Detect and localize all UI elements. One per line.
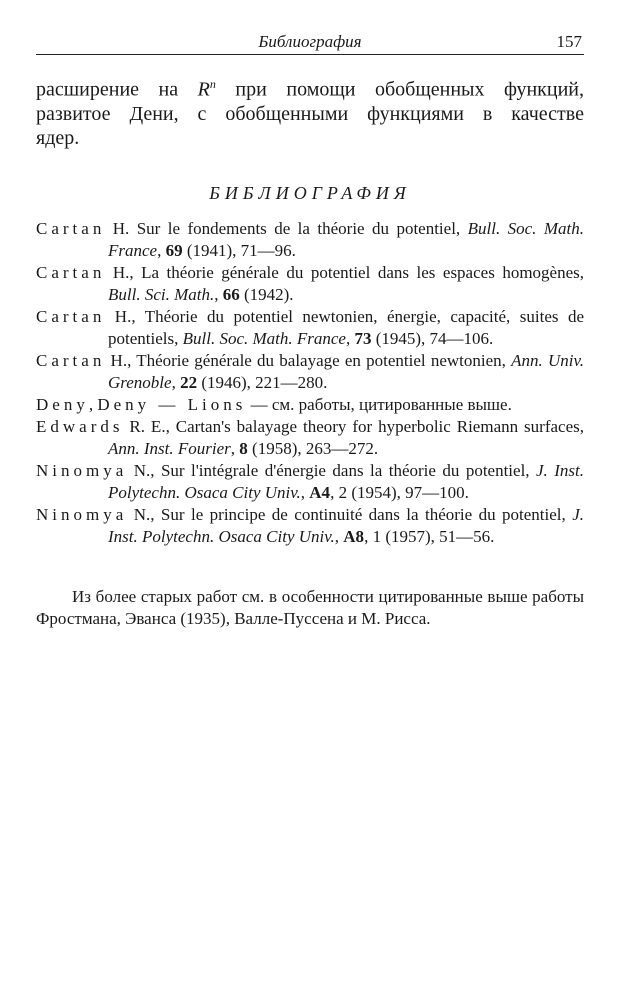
reference-volume: A8 (343, 527, 365, 546)
reference-entry (36, 306, 584, 350)
page-number: 157 (556, 32, 582, 51)
intro-line: развитое Дени, с обобщенными функциями в качестве (36, 102, 584, 125)
reference-text: N., Sur l'intégrale d'énergie dans la théorie du potentiel, (127, 461, 536, 480)
reference-author: Ninomya (36, 505, 128, 524)
running-title: Библиография (258, 32, 362, 51)
reference-author: Deny (36, 395, 89, 414)
reference-text: (1945), 74—106. (371, 329, 494, 348)
reference-text: (1946), 221—280. (197, 373, 328, 392)
reference-journal: Ann. Univ. Grenoble (108, 351, 584, 392)
reference-volume: 69 (165, 241, 183, 260)
reference-journal: Ann. Inst. Fourier (108, 439, 231, 458)
reference-text: , (230, 439, 240, 458)
reference-entry (36, 262, 584, 306)
reference-text: (1942). (239, 285, 294, 304)
reference-text: , (334, 527, 344, 546)
reference-text: (1941), 71—96. (182, 241, 296, 260)
reference-text: , 1 (1957), 51—56. (364, 527, 495, 546)
reference-author: Cartan (36, 307, 106, 326)
reference-text: , (300, 483, 310, 502)
reference-volume: 8 (239, 439, 248, 458)
reference-volume: 22 (180, 373, 198, 392)
reference-author: Cartan (36, 263, 106, 282)
reference-text: , (345, 329, 355, 348)
intro-line: расширение на $R^n$ при помощи обобщенных функций, (36, 77, 584, 101)
reference-journal: Bull. Soc. Math. France (108, 219, 584, 260)
reference-entry (36, 460, 584, 504)
reference-entry (36, 218, 584, 262)
reference-text: (1958), 263—272. (247, 439, 379, 458)
reference-journal: Bull. Soc. Math. France (182, 329, 346, 348)
reference-text: H., La théorie générale du potentiel dans les espaces homogènes, (105, 263, 584, 282)
reference-text: H., Théorie générale du balayage en potentiel newtonien, (105, 351, 512, 370)
reference-text: H., Théorie du potentiel newtonien, énergie, capacité, suites de potentiels, (105, 307, 584, 348)
bibliography-heading: БИБЛИОГРАФИЯ (209, 183, 411, 203)
reference-text: R. E., Cartan's balayage theory for hyperbolic Riemann surfaces, (123, 417, 584, 436)
reference-entry (36, 504, 584, 548)
reference-text: , 2 (1954), 97—100. (330, 483, 469, 502)
reference-journal: Bull. Sci. Math. (108, 285, 215, 304)
reference-entry (36, 350, 584, 394)
reference-text: Deny — Lions (97, 395, 247, 414)
reference-journal: J. Inst. Polytechn. Osaca City Univ. (108, 505, 584, 546)
reference-list (36, 218, 584, 548)
reference-text: , (157, 241, 166, 260)
reference-volume: 66 (222, 285, 240, 304)
intro-line: ядер. (36, 126, 80, 149)
reference-volume: 73 (354, 329, 372, 348)
reference-text: , (214, 285, 223, 304)
reference-entry (36, 394, 584, 416)
reference-text: — см. работы, цитированные выше. (246, 395, 512, 414)
reference-author: Edwards (36, 417, 124, 436)
reference-text: , (171, 373, 181, 392)
reference-entry (36, 416, 584, 460)
intro-paragraph (36, 72, 584, 150)
reference-author: Cartan (36, 351, 106, 370)
reference-text: N., Sur le principe de continuité dans la théorie du potentiel, (127, 505, 573, 524)
reference-author: Cartan (36, 219, 106, 238)
reference-text: H. Sur le fondements de la théorie du potentiel, (105, 219, 468, 238)
reference-volume: A4 (309, 483, 331, 502)
reference-journal: J. Inst. Polytechn. Osaca City Univ. (108, 461, 584, 502)
reference-author: Ninomya (36, 461, 128, 480)
math-superscript: n (209, 77, 216, 91)
reference-text: , (88, 395, 98, 414)
closing-note: Из более старых работ см. в особенности цитированные выше работы Фростмана, Эванса (1935), Валле-Пуссена и М. Рисса. (36, 587, 584, 628)
math-symbol: R (197, 78, 210, 101)
running-header (36, 30, 584, 55)
